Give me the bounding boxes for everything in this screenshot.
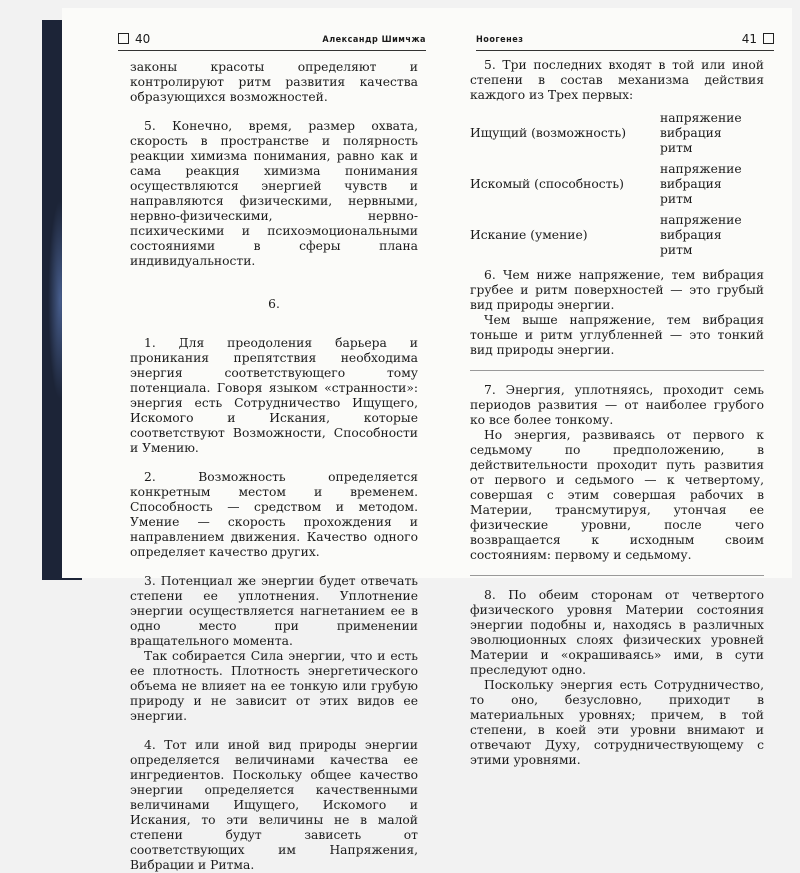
table-value: ритм: [660, 243, 693, 257]
paragraph-continuation: законы красоты определяют и контролируют ритм развития качества образующихся возможностей.: [130, 60, 418, 104]
energy-table: [470, 111, 764, 258]
square-marker-icon: [118, 33, 129, 44]
paragraph-7b: Но энергия, развиваясь от первого к седьмому по предположению, в действительности проходит путь развития от первого и седьмого — к четвертому, совершая с этим совершая рабочих в Материи, трансмутируя, утончая ее физические уровни, после чего возвращается к исходным своим состояниям: первому и седьмому.: [470, 428, 764, 562]
square-marker-icon: [763, 33, 774, 44]
paragraph-6-3b: Так собирается Сила энергии, что и есть ее плотность. Плотность энергетического объема не влияет на ее тонкую или грубую природу и не зависит от этих видов ее энергии.: [130, 649, 418, 723]
paragraph-5-right: 5. Три последних входят в той или иной степени в состав механизма действия каждого из Трех первых:: [470, 58, 764, 102]
right-page: [448, 8, 792, 767]
paragraph-7a: 7. Энергия, уплотняясь, проходит семь периодов развития — от наиболее грубого ко все более тонкому.: [470, 383, 764, 427]
book-spread: [42, 8, 798, 872]
paragraph-6-1: 1. Для преодоления барьера и проникания препятствия необходима энергия соответствующего тому потенциала. Говоря языком «странности»: энергия есть Сотрудничество Ищущего, Искомого и Искания, которые соответствуют Возможности, Способности и Умению.: [130, 336, 418, 455]
table-row-values: [660, 213, 742, 258]
table-value: напряжение: [660, 111, 742, 125]
right-page-header: [476, 32, 774, 51]
table-row: [470, 111, 764, 156]
table-value: ритм: [660, 141, 693, 155]
table-value: напряжение: [660, 213, 742, 227]
right-page-number: 41: [741, 32, 757, 46]
right-running-head: Ноогенез: [476, 35, 524, 45]
paragraph-8a: 8. По обеим сторонам от четвертого физического уровня Материи состояния энергии подобны и, находясь в различных эволюционных слоях физических уровней Материи и «окрашиваясь» ими, в сути преследуют одно.: [470, 588, 764, 677]
table-row-name: Искомый (способность): [470, 177, 624, 191]
table-row-name: Искание (умение): [470, 228, 588, 242]
paragraph-6b: Чем выше напряжение, тем вибрация тоньше и ритм углубленней — это тонкий вид природы энергии.: [470, 313, 764, 357]
left-page-number-group: [118, 32, 156, 47]
left-running-head: Александр Шимчжа: [322, 35, 426, 45]
table-row: [470, 213, 764, 258]
table-row-name: Ищущий (возможность): [470, 126, 627, 140]
paragraph-8b: Поскольку энергия есть Сотрудничество, то оно, безусловно, приходит в материальных уровнях; причем, в той степени, в коей эти уровни внимают и отвечают Духу, сотрудничествующему с этими уровнями.: [470, 678, 764, 767]
table-row-values: [660, 162, 742, 207]
right-page-number-group: [736, 32, 774, 47]
paragraph-5: 5. Конечно, время, размер охвата, скорость в пространстве и полярность реакции химизма понимания, равно как и сама реакция химизма понимания осуществляются энергией чувств и направляются физическими, нервными, нервно-физическими, нервно-психическими и психоэмоциональными состояниями в сферы плана индивидуальности.: [130, 119, 418, 268]
section-number: 6.: [268, 297, 280, 311]
paragraph-6-3a: 3. Потенциал же энергии будет отвечать степени ее уплотнения. Уплотнение энергии осуществляется нагнетанием ее в одно место при применении вращательного момента.: [130, 574, 418, 648]
table-value: вибрация: [660, 126, 722, 140]
left-page-number: 40: [135, 32, 151, 46]
table-value: вибрация: [660, 228, 722, 242]
paragraph-6a: 6. Чем ниже напряжение, тем вибрация грубее и ритм поверхностей — это грубый вид природы энергии.: [470, 268, 764, 312]
divider: [470, 370, 764, 371]
table-value: ритм: [660, 192, 693, 206]
paragraph-6-4: 4. Тот или иной вид природы энергии определяется величинами качества ее ингредиентов. Поскольку общее качество энергии определяется качественными величинами Ищущего, Искомого и Искания, то эти величины не в малой степени будут зависеть от соответствующих им Напряжения, Вибрации и Ритма.: [130, 738, 418, 872]
table-row: [470, 162, 764, 207]
divider: [470, 575, 764, 576]
left-page-header: [118, 32, 426, 51]
table-row-values: [660, 111, 742, 156]
left-page: [62, 8, 448, 872]
table-value: напряжение: [660, 162, 742, 176]
table-value: вибрация: [660, 177, 722, 191]
paragraph-6-2: 2. Возможность определяется конкретным местом и временем. Способность — средством и методом. Умение — скорость прохождения и направлением движения. Качество одного определяет качество других.: [130, 470, 418, 559]
